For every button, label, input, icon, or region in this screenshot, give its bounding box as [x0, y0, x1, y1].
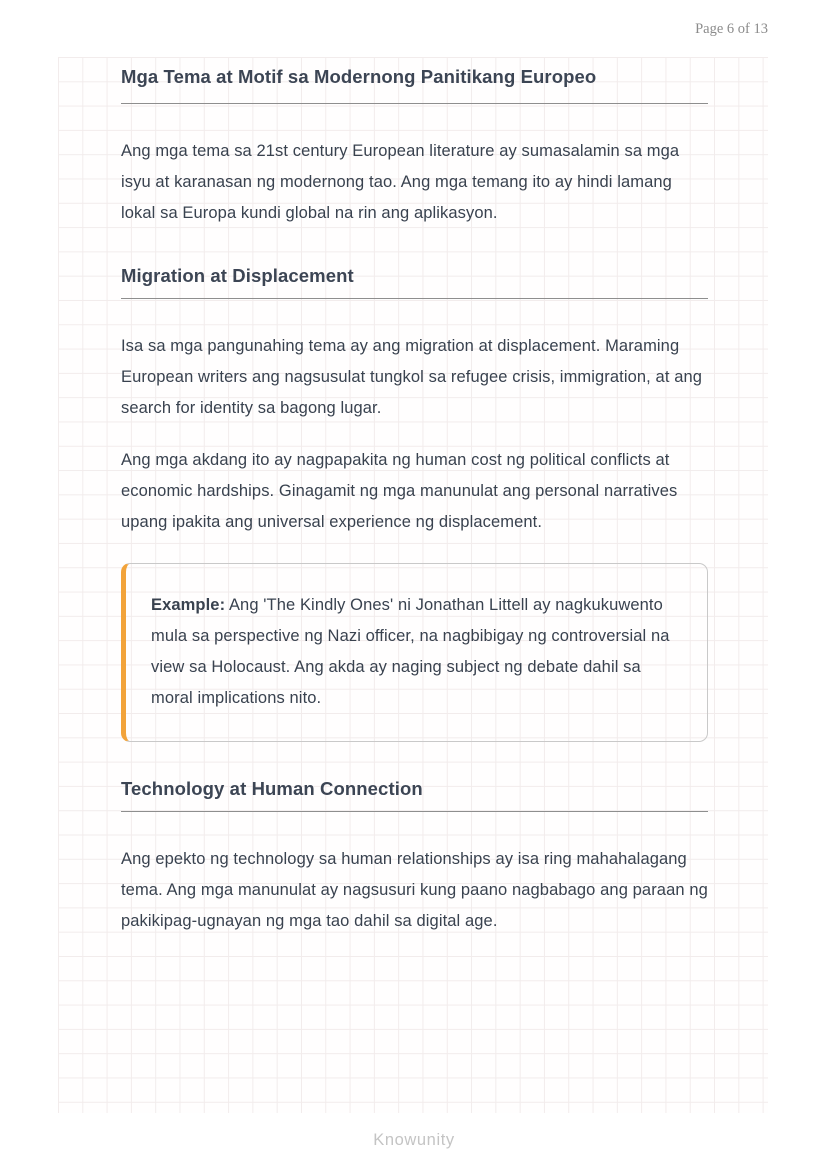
- brand-footer: Knowunity: [373, 1131, 455, 1149]
- grid-paper-sheet: [58, 57, 768, 1113]
- page-indicator: Page 6 of 13: [695, 21, 768, 37]
- section-paragraph: Ang epekto ng technology sa human relationships ay isa ring mahahalagang tema. Ang mga manunulat ay nagsusuri kung paano nagbabago ang paraan ng pakikipag-ugnayan ng mga tao dahil sa digital age.: [121, 850, 708, 930]
- document-title: Mga Tema at Motif sa Modernong Panitikang Europeo: [121, 66, 597, 87]
- section-heading-technology: Technology at Human Connection: [121, 778, 423, 799]
- section-paragraph: Isa sa mga pangunahing tema ay ang migration at displacement. Maraming European writers ang nagsusulat tungkol sa refugee crisis, immigration, at ang search for identity sa bagong lugar.: [121, 337, 703, 417]
- section-heading-migration: Migration at Displacement: [121, 265, 354, 286]
- example-label: Example:: [151, 596, 226, 614]
- intro-paragraph: Ang mga tema sa 21st century European literature ay sumasalamin sa mga isyu at karanasan ng modernong tao. Ang mga temang ito ay hindi lamang lokal sa Europa kundi global na rin ang aplikasyon.: [121, 142, 680, 222]
- example-body: Ang 'The Kindly Ones' ni Jonathan Littell ay nagkukuwento mula sa perspective ng Nazi officer, na nagbibigay ng controversial na view sa Holocaust. Ang akda ay naging subject ng debate dahil sa moral implications nito.: [151, 596, 670, 707]
- section-technology: [121, 776, 708, 937]
- example-text: [151, 596, 670, 707]
- section-rule: [121, 298, 708, 299]
- document-content: [58, 57, 768, 937]
- example-callout-box: [121, 563, 708, 742]
- section-paragraph: Ang mga akdang ito ay nagpapakita ng human cost ng political conflicts at economic hardships. Ginagamit ng mga manunulat ang personal narratives upang ipakita ang universal experience ng displacement.: [121, 451, 678, 531]
- section-rule: [121, 811, 708, 812]
- section-migration: [121, 263, 708, 742]
- title-rule: [121, 103, 708, 104]
